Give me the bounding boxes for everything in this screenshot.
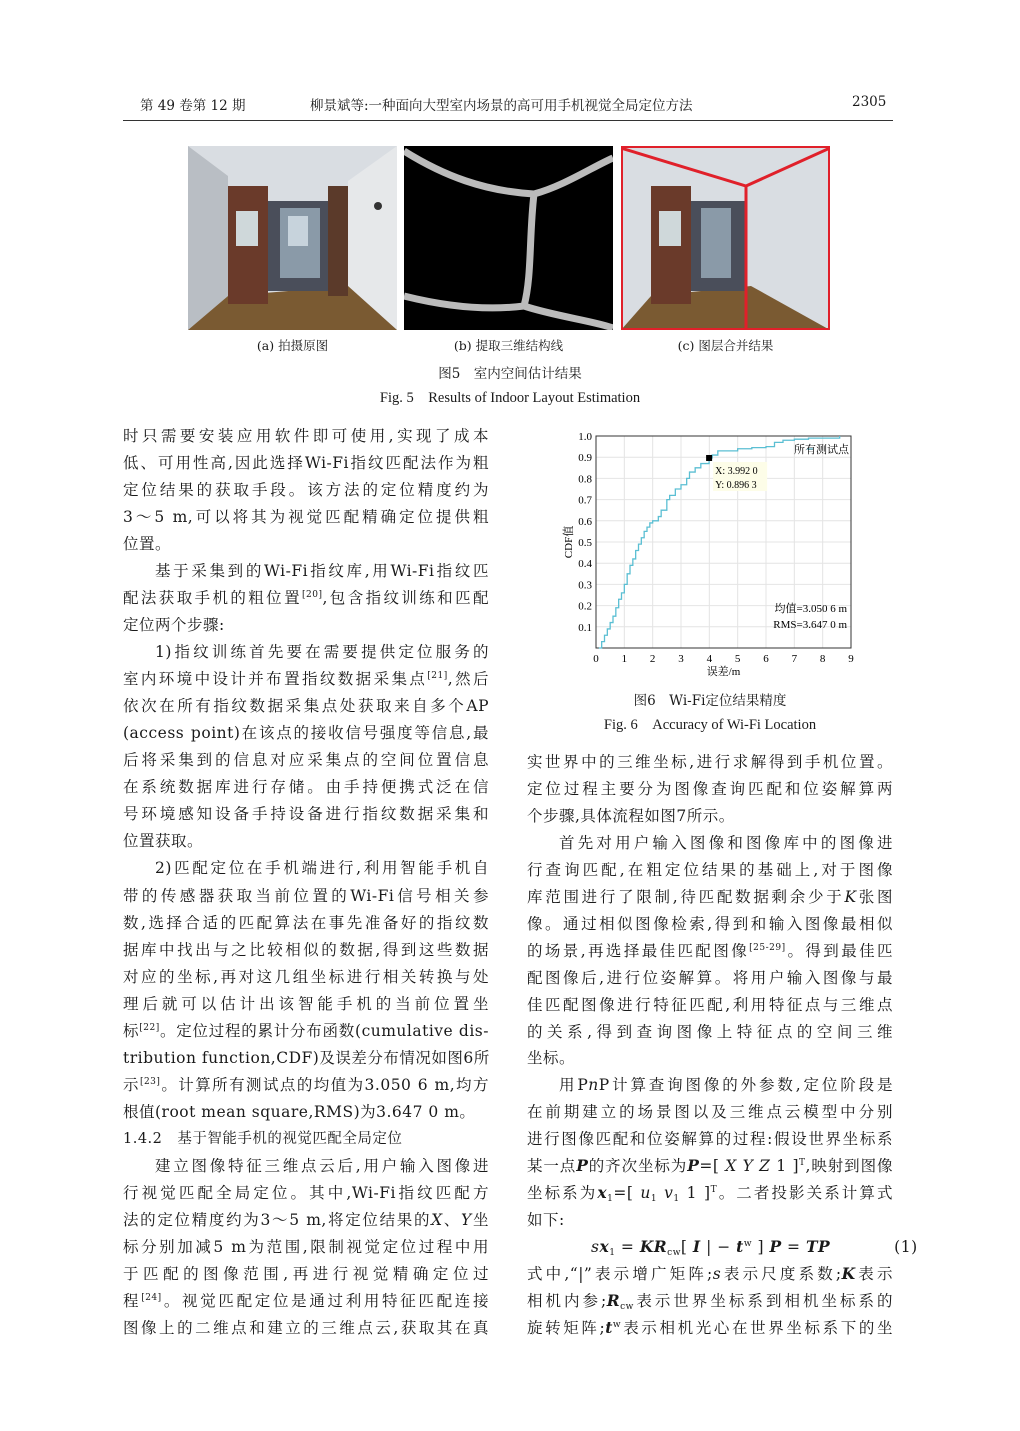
text-segment: 在系统数据库进行存储。由手持便携式泛在信	[123, 778, 489, 797]
text-line	[123, 1208, 489, 1232]
text-line	[123, 748, 489, 772]
text-line	[527, 885, 893, 909]
x-tick-label: 2	[649, 653, 656, 665]
math-symbol: K	[841, 1264, 856, 1284]
math-symbol: x	[597, 1183, 608, 1203]
subscript: cw	[667, 1248, 681, 1259]
text-segment: 标	[123, 1021, 140, 1040]
text-line	[123, 884, 489, 908]
math-symbol: s	[591, 1238, 600, 1257]
text-line	[527, 1289, 893, 1313]
math-symbol: u	[640, 1184, 651, 1203]
text-segment: 的关系,得到查询图像上特征点的空间三维	[527, 1022, 893, 1041]
text-line	[123, 586, 489, 610]
text-segment: tribution function,CDF)及误差分布情况如图6所	[123, 1048, 490, 1067]
text-segment: 位置。	[123, 535, 172, 554]
text-line	[527, 1262, 893, 1286]
text-segment: 式中,“|”表示增广矩阵;	[527, 1265, 713, 1284]
text-line	[123, 1235, 489, 1259]
text-segment: 号环境感知设备手持设备进行指纹数据采集和	[123, 805, 489, 824]
math-symbol: t	[605, 1317, 613, 1337]
text-line	[123, 613, 489, 637]
text-line	[123, 1046, 489, 1070]
text-segment: 对应的坐标,再对这几组坐标进行相关转换与处	[123, 967, 489, 986]
text-segment: ]	[752, 1238, 770, 1257]
superscript: [23]	[139, 1076, 161, 1087]
subcaption-c: (c) 图层合并结果	[677, 338, 774, 353]
text-segment: 。二者投影关系计算式	[717, 1184, 893, 1203]
text-segment: 的场景,再选择最佳匹配图像	[527, 941, 750, 960]
legend-label: 所有测试点	[794, 444, 849, 456]
text-line	[123, 478, 489, 502]
text-segment: 行视觉匹配全局定位。其中,Wi-Fi指纹匹配方	[123, 1183, 489, 1202]
text-line	[123, 911, 489, 935]
figure5-caption-en: Fig. 5 Results of Indoor Layout Estimation	[379, 390, 641, 406]
math-symbol: P	[687, 1156, 700, 1176]
header-rule	[123, 120, 893, 121]
math-symbol: v	[664, 1184, 674, 1203]
datatip-marker	[706, 455, 712, 461]
text-segment: 于匹配的图像范围,再进行视觉精确定位过	[123, 1264, 489, 1283]
text-segment: 进行图像匹配和位姿解算的过程:假设世界坐标系	[527, 1130, 893, 1149]
text-segment: 理后就可以估计出该智能手机的当前位置坐	[123, 994, 489, 1013]
text-line	[123, 1316, 489, 1340]
x-tick-label: 4	[706, 653, 713, 665]
text-line	[527, 912, 893, 936]
text-line	[527, 1316, 893, 1340]
y-axis-label: CDF值	[563, 525, 575, 559]
superscript: T	[710, 1185, 718, 1196]
text-segment: 法的定位精度约为3～5 m,将定位结果的	[123, 1210, 432, 1229]
text-line	[123, 829, 489, 853]
subscript: 1	[609, 1248, 616, 1259]
text-segment: 张图	[856, 887, 893, 906]
math-symbol: s	[712, 1265, 722, 1284]
math-symbol: KR	[639, 1237, 668, 1257]
text-segment: 坐	[471, 1210, 489, 1229]
subcaption-b: (b) 提取三维结构线	[453, 338, 564, 353]
text-segment: 低、可用性高,因此选择Wi-Fi指纹匹配法作为粗	[123, 454, 489, 473]
superscript: [24]	[141, 1292, 162, 1303]
y-tick-label: 0.2	[578, 600, 592, 613]
chart-annotation: RMS=3.647 0 m	[773, 619, 847, 631]
text-line	[123, 992, 489, 1016]
text-segment: 佳匹配图像进行特征匹配,利用特征点与三维点	[527, 995, 893, 1014]
text-line	[527, 1235, 918, 1259]
subscript: 1	[673, 1194, 680, 1205]
x-tick-label: 6	[763, 653, 769, 665]
text-line	[123, 1262, 489, 1286]
text-segment: 表示世界坐标系到相机坐标系的	[633, 1292, 893, 1310]
text-line	[123, 505, 489, 529]
text-segment: ,然后	[447, 670, 489, 689]
math-symbol: K	[844, 887, 857, 906]
text-segment: 。视觉匹配定位是通过利用特征匹配连接	[161, 1291, 489, 1310]
text-segment: 、	[442, 1210, 462, 1229]
text-segment: 首先对用户输入图像和图像库中的图像进	[559, 833, 893, 852]
subscript: 1	[607, 1194, 614, 1205]
math-symbol: Y	[461, 1210, 472, 1229]
text-line	[123, 1127, 489, 1151]
text-line	[527, 939, 893, 963]
chart-annotation: 均值=3.050 6 m	[774, 603, 847, 615]
text-line	[527, 777, 893, 801]
text-line	[123, 1073, 489, 1097]
text-line	[123, 1154, 489, 1178]
photo-original	[188, 146, 397, 330]
text-segment: 程	[123, 1291, 142, 1310]
text-segment: 像。通过相似图像检索,得到和输入图像最相似	[527, 914, 893, 933]
text-segment: | −	[700, 1238, 737, 1257]
text-segment: 基于采集到的Wi-Fi指纹库,用Wi-Fi指纹匹	[155, 562, 489, 581]
text-segment: 表示	[855, 1265, 893, 1284]
math-symbol: P	[769, 1237, 782, 1257]
y-tick-label: 0.1	[578, 621, 592, 634]
text-line	[527, 858, 893, 882]
text-line	[527, 1127, 893, 1151]
text-line	[123, 856, 489, 880]
text-segment: (1)	[830, 1238, 918, 1257]
running-title: 柳景斌等:一种面向大型室内场景的高可用手机视觉全局定位方法	[310, 98, 693, 114]
text-segment: 标分别加减5 m为范围,限制视觉定位过程中用	[123, 1237, 489, 1256]
x-axis-label: 误差/m	[706, 666, 741, 678]
x-tick-label: 7	[791, 653, 798, 665]
text-segment: 定位结果的获取手段。该方法的定位精度约为	[123, 481, 489, 500]
math-symbol: x	[599, 1237, 610, 1257]
text-line	[123, 640, 489, 664]
text-segment: 室内环境中设计并布置指纹数据采集点	[123, 670, 428, 689]
text-segment: 库范围进行了限制,待匹配数据剩余少于	[527, 887, 845, 906]
text-line	[123, 938, 489, 962]
text-segment: 数,选择合适的匹配算法在事先准备好的指纹数	[123, 913, 489, 932]
text-segment: ,映射到图像	[805, 1157, 893, 1176]
text-segment: 行查询匹配,在粗定位结果的基础上,对于图像	[527, 860, 893, 879]
text-segment: 图像上的二维点和建立的三维点云,获取其在真	[123, 1318, 489, 1337]
text-line	[123, 694, 489, 718]
text-line	[123, 559, 489, 583]
text-segment: 3～5 m,可以将其为视觉匹配精确定位提供粗	[123, 508, 489, 527]
math-symbol: X Y Z	[725, 1157, 771, 1176]
journal-issue: 第 49 卷第 12 期	[140, 98, 246, 114]
text-segment: 定位两个步骤:	[123, 616, 225, 635]
text-segment: 如下:	[527, 1211, 565, 1230]
y-tick-label: 0.3	[578, 579, 592, 592]
text-segment: 表示相机光心在世界坐标系下的坐	[621, 1318, 893, 1337]
subcaption-a: (a) 拍摄原图	[256, 338, 329, 353]
x-tick-label: 1	[621, 653, 628, 665]
text-segment: 1)指纹训练首先要在需要提供定位服务的	[155, 643, 489, 662]
superscript: [25-29]	[749, 942, 786, 953]
text-line	[123, 667, 489, 691]
datatip-x: X: 3.992 0	[715, 465, 758, 477]
text-segment: 带的传感器获取当前位置的Wi-Fi信号相关参	[123, 886, 489, 905]
subscript: 1	[650, 1194, 658, 1205]
structure-lines-image	[404, 146, 613, 330]
cdf-chart	[555, 425, 865, 685]
text-segment: 坐标。	[527, 1049, 576, 1068]
text-line	[527, 1046, 893, 1070]
superscript: [21]	[427, 671, 448, 682]
text-line	[123, 1019, 489, 1043]
text-segment: 在前期建立的场景图以及三维点云模型中分别	[527, 1103, 893, 1122]
x-tick-label: 0	[593, 653, 599, 665]
text-segment: 1 ]	[679, 1184, 711, 1203]
text-segment	[527, 1238, 591, 1256]
text-segment: 。定位过程的累计分布函数(cumulative dis-	[159, 1021, 489, 1040]
text-segment: 时只需要安装应用软件即可使用,实现了成本	[123, 427, 489, 445]
text-segment: =[	[613, 1184, 641, 1203]
text-segment: 相机内参;	[527, 1292, 607, 1310]
text-segment: 后将采集到的信息对应采集点的空间位置信息	[123, 751, 489, 770]
text-segment: 某一点	[527, 1157, 577, 1176]
y-tick-label: 0.8	[578, 473, 592, 486]
text-segment: 根值(root mean square,RMS)为3.647 0 m。	[123, 1102, 476, 1121]
y-tick-label: 0.7	[578, 494, 592, 507]
superscript: T	[799, 1158, 806, 1169]
y-tick-label: 0.6	[578, 515, 592, 528]
math-symbol: TP	[805, 1237, 831, 1257]
text-line	[123, 775, 489, 799]
y-tick-label: 1.0	[578, 431, 592, 443]
text-line	[527, 1181, 893, 1205]
text-segment: 配法获取手机的粗位置	[123, 589, 302, 608]
y-tick-label: 0.4	[578, 558, 592, 571]
superscript: [20]	[301, 590, 323, 601]
text-segment: 。得到最佳匹	[785, 941, 893, 960]
superscript: [22]	[139, 1022, 160, 1033]
text-segment: 2)匹配定位在手机端进行,利用智能手机自	[155, 859, 489, 878]
text-segment: (access point)在该点的接收信号强度等信息,最	[123, 724, 489, 743]
text-line	[123, 1181, 489, 1205]
layer-merge-image	[621, 146, 830, 330]
x-tick-label: 8	[819, 653, 826, 665]
y-tick-label: 0.5	[578, 537, 592, 549]
text-segment: 位置获取。	[123, 832, 204, 851]
subscript: cw	[620, 1302, 634, 1312]
text-segment: 定位过程主要分为图像查询匹配和位姿解算两	[527, 779, 893, 798]
text-line	[123, 532, 489, 556]
text-segment: 1 ]	[770, 1157, 800, 1176]
text-line	[123, 721, 489, 745]
text-line	[527, 1073, 893, 1097]
text-line	[527, 1208, 893, 1232]
y-tick-label: 0.9	[578, 452, 592, 465]
text-segment: 坐标系为	[527, 1184, 598, 1203]
text-segment: 示	[123, 1075, 140, 1094]
figure6-caption-cn: 图6 Wi-Fi定位结果精度	[633, 693, 787, 709]
math-symbol: n	[588, 1076, 599, 1095]
text-line	[123, 1100, 489, 1124]
superscript: w	[743, 1239, 753, 1250]
x-tick-label: 5	[734, 653, 741, 665]
text-segment: 表示尺度系数;	[721, 1265, 842, 1284]
text-segment: 实世界中的三维坐标,进行求解得到手机位置。	[527, 753, 893, 771]
text-line	[123, 802, 489, 826]
text-segment: 依次在所有指纹数据采集点处获取来自多个AP	[123, 697, 489, 716]
text-line	[527, 804, 893, 828]
figure6-caption-en: Fig. 6 Accuracy of Wi-Fi Location	[603, 717, 817, 733]
text-segment: 据库中找出与之比较相似的数据,得到这些数据	[123, 940, 489, 959]
math-symbol: R	[606, 1291, 621, 1310]
text-segment: =	[615, 1238, 640, 1257]
math-symbol: X	[431, 1210, 443, 1229]
math-symbol: P	[576, 1156, 589, 1176]
text-line	[527, 966, 893, 990]
math-symbol: t	[736, 1237, 744, 1257]
text-line	[527, 750, 893, 774]
text-line	[527, 831, 893, 855]
text-segment: 。计算所有测试点的均值为3.050 6 m,均方	[160, 1075, 489, 1094]
x-tick-label: 3	[678, 653, 684, 665]
superscript: w	[612, 1319, 622, 1330]
math-symbol: I	[692, 1237, 701, 1257]
text-segment: 1.4.2 基于智能手机的视觉匹配全局定位	[123, 1130, 403, 1147]
text-segment: 的齐次坐标为	[588, 1157, 688, 1176]
text-line	[527, 1020, 893, 1044]
text-segment: =[	[699, 1157, 726, 1176]
text-segment: 旋转矩阵;	[527, 1318, 606, 1337]
text-line	[527, 993, 893, 1017]
text-segment: 配图像后,进行位姿解算。将用户输入图像与最	[527, 968, 893, 987]
text-line	[123, 965, 489, 989]
text-line	[527, 1100, 893, 1124]
text-segment: [	[680, 1238, 693, 1257]
text-segment: 个步骤,具体流程如图7所示。	[527, 806, 735, 825]
page-number: 2305	[852, 94, 887, 110]
text-segment: =	[781, 1238, 806, 1257]
text-line	[123, 1289, 489, 1313]
text-segment: ,包含指纹训练和匹配	[322, 589, 489, 608]
text-line	[123, 424, 489, 448]
datatip-y: Y: 0.896 3	[715, 479, 757, 491]
text-segment: P计算查询图像的外参数,定位阶段是	[598, 1076, 893, 1095]
text-line	[123, 451, 489, 475]
text-segment: 用P	[559, 1076, 589, 1095]
text-line	[527, 1154, 893, 1178]
x-tick-label: 9	[848, 653, 854, 665]
figure5-caption-cn: 图5 室内空间估计结果	[438, 366, 582, 382]
text-segment: 建立图像特征三维点云后,用户输入图像进	[155, 1156, 489, 1175]
